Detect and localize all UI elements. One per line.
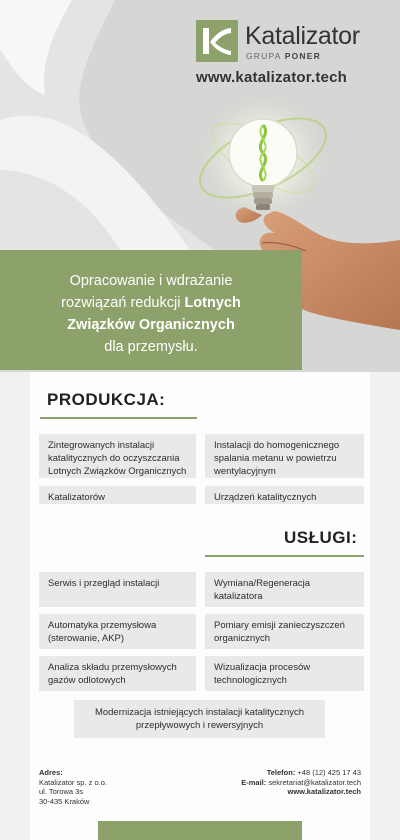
tagline-line-2-strong: Lotnych — [184, 295, 241, 311]
bottom-accent-bar — [98, 821, 302, 840]
production-item: Instalacji do homogenicznego spalania metanu w powietrzu wentylacyjnym — [205, 434, 364, 478]
production-item: Urządzeń katalitycznych — [205, 486, 364, 504]
service-item: Automatyka przemysłowa (sterowanie, AKP) — [39, 614, 196, 649]
email-address[interactable]: sekretariat@katalizator.tech — [268, 777, 361, 787]
brand-logo — [196, 20, 386, 68]
tagline-line-2 — [0, 292, 302, 314]
production-rule — [40, 417, 197, 419]
production-item: Zintegrowanych instalacji katalitycznych do oczyszczania Lotnych Związków Organicznych — [39, 434, 196, 478]
service-item: Analiza składu przemysłowych gazów odlotowych — [39, 656, 196, 691]
service-item: Serwis i przegląd instalacji — [39, 572, 196, 607]
service-item: Pomiary emisji zanieczyszczeń organicznych — [205, 614, 364, 649]
tagline-line-3 — [0, 314, 302, 336]
tagline-line-4: dla przemysłu. — [104, 339, 198, 355]
address-label: Adres: — [39, 768, 63, 777]
address-line: Katalizator sp. z o.o. — [39, 777, 107, 787]
address-line: ul. Torowa 3s — [39, 787, 84, 796]
website-header[interactable]: www.katalizator.tech — [196, 69, 347, 86]
katalizator-k-logo-icon — [196, 20, 238, 62]
phone-label: Telefon: — [266, 768, 296, 777]
email-label: E-mail: — [241, 777, 267, 787]
hero-tagline — [0, 270, 302, 358]
footer-contact — [241, 768, 361, 797]
phone-row — [241, 768, 361, 778]
brand-group-name: PONER — [284, 51, 321, 61]
services-rule — [205, 555, 364, 557]
brand-name: Katalizator — [245, 22, 360, 50]
services-title: USŁUGI: — [284, 528, 358, 547]
address-line: 30-435 Kraków — [39, 796, 90, 806]
footer-address — [39, 768, 107, 806]
footer-website[interactable]: www.katalizator.tech — [287, 787, 361, 796]
tagline-line-2-text: rozwiązań redukcji — [61, 295, 185, 311]
email-row — [241, 778, 361, 788]
tagline-line-1: Opracowanie i wdrażanie — [69, 273, 233, 289]
production-item: Katalizatorów — [39, 486, 196, 504]
tagline-line-3-strong: Związków Organicznych — [67, 317, 235, 333]
brand-group — [246, 51, 321, 61]
production-title: PRODUKCJA: — [47, 390, 166, 409]
brand-group-prefix: GRUPA — [246, 51, 282, 61]
service-item: Wizualizacja procesów technologicznych — [205, 656, 364, 691]
service-item-wide: Modernizacja istniejących instalacji katalitycznych przepływowych i rewersyjnych — [74, 700, 325, 738]
phone-number[interactable]: +48 (12) 425 17 43 — [297, 768, 361, 777]
service-item: Wymiana/Regeneracja katalizatora — [205, 572, 364, 607]
lightbulb-icon — [189, 96, 338, 220]
